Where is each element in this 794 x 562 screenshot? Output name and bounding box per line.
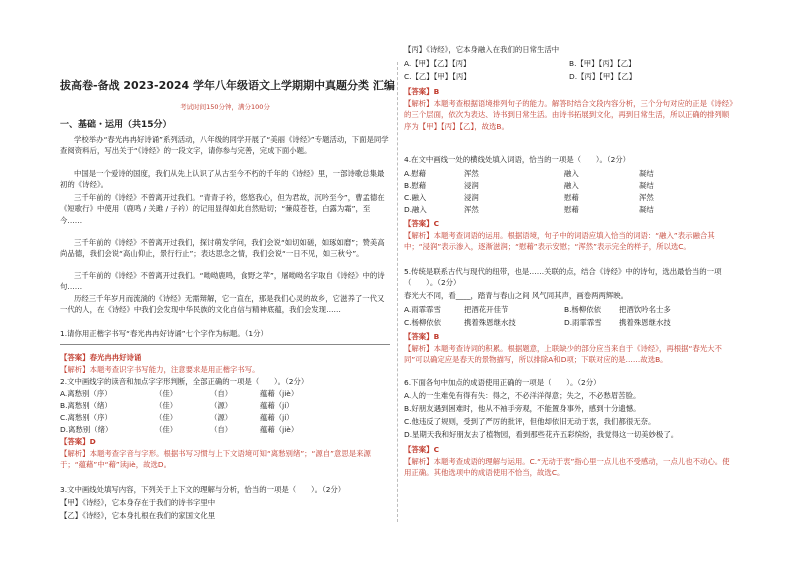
q6-option-c: C.他违反了规则，受到了严厉的批评，但他却依旧无动于衷，我们都很无奈。 (404, 417, 656, 426)
page-title: 拔高卷-备战 2023-2024 学年八年级语文上学期期中真题分类 汇编 (60, 79, 395, 92)
q5-row-1: A.雨霏霏雪 把酒花开佳节 B.杨柳依依 把酒饮吟名士多 (404, 305, 671, 314)
answer-1: 【答案】春光冉冉好诗诵 (60, 353, 142, 362)
answer-6: 【答案】C (404, 445, 439, 454)
explanation-6: 【解析】本题考查成语的理解与运用。C.“无动于衷”指心里一点儿也不受感动，一点儿也不动心。使用正确。其他选项中的成语使用不恰当，故选C。 (404, 457, 730, 478)
left-column (60, 0, 395, 562)
answer-4: 【答案】C (404, 219, 439, 228)
question-3-item-c: 【丙】《诗经》，它本身融入在我们的日常生活中 (404, 45, 560, 54)
answer-3: 【答案】B (404, 87, 440, 96)
intro-paragraph: 三千年前的《诗经》不曾离开过我们。“青青子衿，悠悠我心，但为君故，沉吟至今”，曹孟德在《短歌行》中使用（鹿鸣 / 关雎 / 子衿）的记用显得如此自然贴切；“蒹葭苍苍，白露为霜”，至今…… (60, 193, 385, 225)
explanation-2: 【解析】本题考查字音与字形。根据书写习惯与上下文语境可知“离愁别绪”；“源自”意思是来源于；“蕴藉”中“藉”读jiè，故选D。 (60, 449, 371, 470)
question-5-text: 春光大不同，看____，踏青与春山之间 风气同其声，画卷两两辉映。 (404, 291, 629, 300)
q4-row-d: D.融入 浑然 慰藉 凝结 (404, 205, 654, 214)
section-heading: 一、基础・运用（共15分） (60, 120, 172, 130)
column-divider (397, 62, 398, 522)
q5-row-2: C.杨柳依依 携着殊恩继水技 D.雨霏霏雪 携着殊恩继水技 (404, 318, 671, 327)
intro-paragraph: 历经三千年岁月而流淌的《诗经》无需辩解，它一直在，那是我们心灵的故乡，它滋养了一代又一代的人，在《诗经》中我们会发现中华民族的文化自信与精神底蕴，我们会发现…… (60, 294, 385, 315)
q6-option-a: A.人的一生难免有得有失：得之，不必洋洋得意；失之，不必愁眉苦脸。 (404, 391, 641, 400)
q3-option-c: C.【乙】【甲】【丙】 (404, 72, 471, 81)
question-3: 3.文中画线处填写内容，下列关于上下文的理解与分析，恰当的一项是（ ）。（2分） (60, 485, 346, 494)
option-row-b: B.离愁别（绪） （佳） （源） 蕴藉（jí） (60, 401, 294, 410)
intro-paragraph: 学校举办“春光冉冉好诗诵”系列活动，八年级的同学开展了“美丽《诗经》”专题活动，下面是同学查阅资料后，写出关于“《诗经》的一段文字，请你参与完善，完成下面小题。 (60, 135, 389, 156)
option-row-a: A.离愁别（序） （佳） （自） 蕴藉（jiè） (60, 389, 299, 398)
explanation-4: 【解析】本题考查词语的运用。根据语境，句子中的词语应填入恰当的词语：“融入”表示融合其中；“浸润”表示渗入，逐渐滋润；“慰藉”表示安慰；“浑然”表示完全的样子，所以选C。 (404, 231, 715, 252)
q4-row-a: A.慰藉 浑然 融入 凝结 (404, 169, 654, 178)
question-5: 5.传统是联系古代与现代的纽带，也是……关联的点，结合《诗经》中的诗句，选出最恰当的一项（ ）。（2分） (404, 267, 722, 288)
answer-line (60, 344, 390, 345)
q3-option-d: D.【丙】【甲】【乙】 (569, 72, 637, 81)
question-6: 6.下面各句中加点的成语使用正确的一项是（ ）。（2分） (404, 378, 601, 387)
explanation-3: 【解析】本题考查根据语境排列句子的能力。解答时结合文段内容分析，三个分句对应的正是《诗经》的三个层面，依次为表达、诗书到日常生活。由诗书拓展到文化，再到日常生活，所以正确的排列顺序为【甲】【丙】【乙】，故选B。 (404, 99, 733, 131)
option-row-c: C.离愁别（序） （佳） （源） 蕴藉（jí） (60, 413, 294, 422)
question-4: 4.在文中画线一处的横线处填入词语，恰当的一项是（ ）。（2分） (404, 155, 631, 164)
q6-option-d: D.星期天我和好朋友去了植物园，看到那些花卉五彩缤纷，我觉得这一切美妙极了。 (404, 430, 679, 439)
intro-paragraph: 三千年前的《诗经》不曾离开过我们。“呦呦鹿鸣，食野之苹”，屠呦呦名字取自《诗经》中的诗句…… (60, 271, 385, 292)
q3-option-a: A.【甲】【乙】【丙】 (404, 59, 471, 68)
answer-2: 【答案】D (60, 437, 96, 446)
exam-info: 考试时间150分钟，满分100分 (180, 103, 270, 111)
question-3-item-b: 【乙】《诗经》，它本身扎根在我们的家国文化里 (60, 511, 216, 520)
question-3-item-a: 【甲】《诗经》，它本身存在于我们的诗书字里中 (60, 498, 216, 507)
option-row-d: D.离愁别（绪） （佳） （自） 蕴藉（jiè） (60, 425, 299, 434)
explanation-5: 【解析】本题考查诗词的积累。根据题意，上联缺少的部分应当来自于《诗经》，再根据“春光大不同”可以确定应是春天的景物描写，所以排除A和D项；下联对应的是……故选B。 (404, 344, 722, 365)
q6-option-b: B.好朋友遇到困难时，他从不袖手旁观，不能置身事外，感到十分遗憾。 (404, 404, 641, 413)
question-1: 1.请你用正楷字书写“春光冉冉好诗诵”七个字作为标题。（1分） (60, 329, 268, 338)
answer-5: 【答案】B (404, 332, 440, 341)
intro-paragraph: 三千年前的《诗经》不曾离开过我们，探讨萌发学问，我们会说“如切如磋，如琢如磨”；赞美高尚品德，我们会说“高山仰止，景行行止”；表达思念之情，我们会说“一日不见，如三秋兮”。 (60, 238, 385, 259)
explanation-1: 【解析】本题考查识字书写能力，注意要求是用正楷字书写。 (60, 365, 260, 374)
right-column (404, 0, 734, 562)
intro-paragraph: 中国是一个爱诗的国度，我们从先上认识了从古至今不朽的千年的《诗经》里，一部诗歌总集最初的《诗经》。 (60, 169, 385, 190)
question-2: 2.文中画线字的读音和加点字字形判断，全部正确的一项是（ ）。（2分） (60, 377, 309, 386)
q4-row-c: C.融入 浸润 慰藉 浑然 (404, 193, 654, 202)
q3-option-b: B.【甲】【丙】【乙】 (569, 59, 636, 68)
q4-row-b: B.慰藉 浸润 融入 凝结 (404, 181, 654, 190)
